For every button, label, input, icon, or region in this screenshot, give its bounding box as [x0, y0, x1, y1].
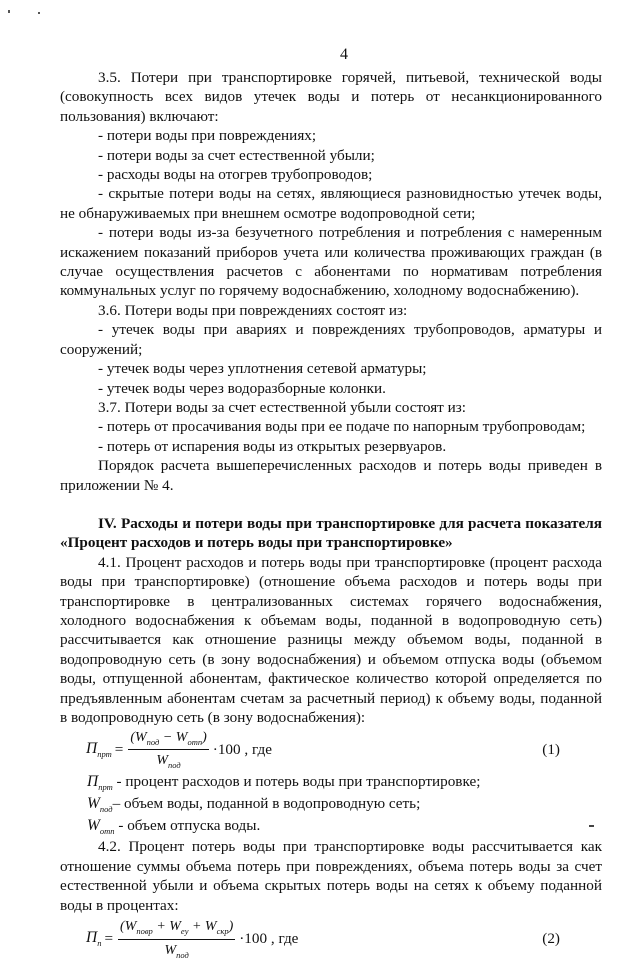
- paragraph-3-6: 3.6. Потери воды при повреждениях состоят из:: [98, 301, 408, 319]
- formula-2: [86, 917, 602, 961]
- formula-lhs: $П_п$: [86, 929, 102, 949]
- section-heading: IV. Расходы и потери воды при транспортировке для расчета показателя «Процент расходов и потерь воды при транспортировке»: [60, 514, 602, 552]
- fraction-denominator: $W_{под}$: [164, 942, 189, 960]
- page-number: 4: [340, 46, 348, 63]
- formula-1: [86, 727, 602, 771]
- paragraph-3-7: 3.7. Потери воды за счет естественной убыли состоят из:: [98, 398, 466, 416]
- definition: $W_{отп}$ - объем отпуска воды.: [87, 817, 261, 837]
- list-item: - утечек воды через уплотнения сетевой арматуры;: [98, 360, 427, 378]
- list-item: - потерь от испарения воды из открытых резервуаров.: [98, 437, 447, 455]
- equals-sign: =: [104, 930, 114, 948]
- equation-number: (2): [542, 930, 560, 948]
- list-item: - утечек воды при авариях и повреждениях трубопроводов, арматуры и сооружений;: [60, 321, 602, 358]
- scan-speck: [8, 10, 10, 13]
- list-item: - потери воды при повреждениях;: [98, 127, 317, 145]
- definition: $W_{под}-$ объем воды, поданной в водопроводную сеть;: [87, 795, 421, 815]
- list-item: - потери воды за счет естественной убыли;: [98, 146, 375, 164]
- fraction-numerator: $(W_{повр} + W_{еу} + W_{скр})$: [118, 917, 235, 939]
- fraction-denominator: $W_{под}$: [156, 752, 181, 770]
- paragraph-4-1: 4.1. Процент расходов и потерь воды при транспортировке (процент расхода воды при транспортировке) (отношение объема расходов и потерь воды при транспортировке в централизованных системах горячего водоснабжения, холодного водоснабжения к объемам воды, поданной в водопроводную сеть) рассчитывается как отношение разницы между объемом воды, поданной в водопроводную сеть (в зону водоснабжения) и объемом отпуска воды (объемом воды, отпущенной абонентам, фактическое количество которой определяется по предъявленным абонентам счетам за расчетный период) к объему воды, поданной в водопроводную сеть (в зону водоснабжения):: [60, 553, 602, 726]
- list-item: - скрытые потери воды на сетях, являющиеся разновидностью утечек воды, не обнаруживаемых при внешнем осмотре водопроводной сети;: [60, 185, 602, 222]
- paragraph-order: Порядок расчета вышеперечисленных расходов и потерь воды приведен в приложении № 4.: [60, 457, 602, 494]
- paragraph-4-2: 4.2. Процент потерь воды при транспортировке воды рассчитывается как отношение суммы объема потерь при повреждениях, объема потерь воды за счет естественной убыли и объема скрытых потерь воды на сетях к объему поданной воды в процентах:: [60, 838, 602, 914]
- formula-tail: ·100 , где: [239, 930, 299, 948]
- scan-speck: [38, 12, 40, 14]
- equals-sign: =: [114, 740, 124, 758]
- formula-lhs: $П_{прт}$: [86, 739, 112, 759]
- paragraph-3-5: 3.5. Потери при транспортировке горячей, питьевой, технической воды (совокупность всех видов утечек воды и потерь от несанкционированного пользования) включают:: [60, 69, 602, 125]
- list-item: - утечек воды через водоразборные колонки.: [98, 379, 386, 397]
- list-item: - расходы воды на отогрев трубопроводов;: [98, 166, 373, 184]
- definition: $П_{прт}$ - процент расходов и потерь воды при транспортировке;: [87, 773, 481, 793]
- equation-number: (1): [542, 740, 560, 758]
- formula-tail: ·100 , где: [212, 740, 272, 758]
- scan-mark: [589, 825, 594, 827]
- document-body: [60, 68, 602, 961]
- list-item: - потерь от просачивания воды при ее подаче по напорным трубопроводам;: [98, 418, 586, 436]
- fraction-numerator: $(W_{под} - W_{отп})$: [128, 728, 208, 750]
- formula-fraction: [118, 917, 235, 961]
- formula-fraction: [128, 728, 208, 772]
- list-item: - потери воды из-за безучетного потребления и потребления с намеренным искажением показаний приборов учета или количества проживающих граждан (в случае осуществления расчетов с абонентами по нормативам потребления коммунальных услуг по горячему водоснабжению, холодному водоснабжению).: [60, 224, 602, 300]
